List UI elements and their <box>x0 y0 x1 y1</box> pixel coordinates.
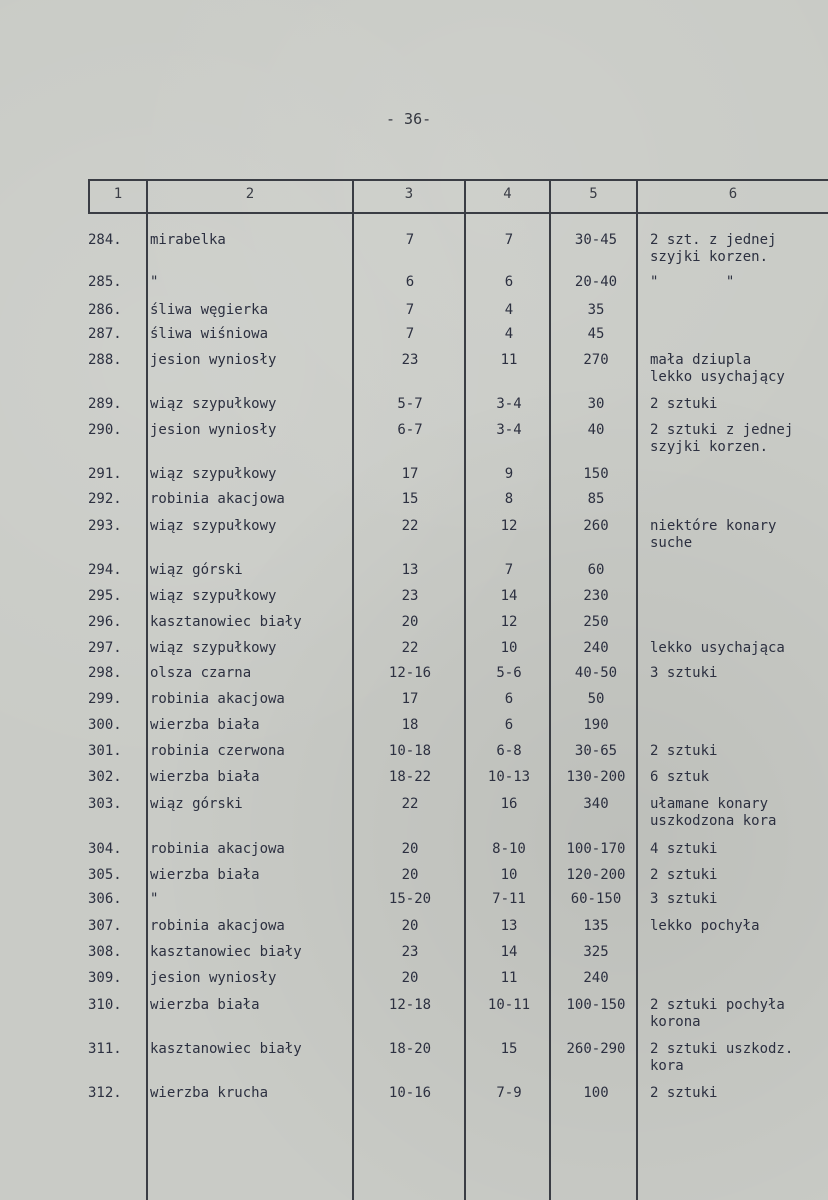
species-name: robinia akacjowa <box>150 918 285 934</box>
row-number: 288. <box>88 352 122 368</box>
remarks: 2 sztuki <box>650 743 718 759</box>
height-value: 7 <box>405 302 415 318</box>
species-name: jesion wyniosły <box>150 352 277 368</box>
remarks: 2 sztuki z jednej szyjki korzen. <box>650 422 794 455</box>
circumference-value: 40 <box>587 422 605 438</box>
row-number: 303. <box>88 796 122 812</box>
table-top-rule <box>88 179 828 181</box>
species-name: wiąz szypułkowy <box>150 640 277 656</box>
circumference-value: 150 <box>583 466 609 482</box>
crown-value: 11 <box>500 970 518 986</box>
height-value: 13 <box>401 562 419 578</box>
remarks: 2 sztuki pochyła korona <box>650 997 785 1030</box>
row-number: 299. <box>88 691 122 707</box>
height-value: 6-7 <box>397 422 423 438</box>
column-header-5: 5 <box>589 186 598 202</box>
circumference-value: 240 <box>583 970 609 986</box>
circumference-value: 325 <box>583 944 609 960</box>
species-name: robinia akacjowa <box>150 491 285 507</box>
height-value: 12-18 <box>388 997 432 1013</box>
crown-value: 10-13 <box>487 769 531 785</box>
crown-value: 3-4 <box>496 422 522 438</box>
height-value: 10-18 <box>388 743 432 759</box>
row-number: 294. <box>88 562 122 578</box>
crown-value: 7-9 <box>496 1085 522 1101</box>
species-name: wiąz szypułkowy <box>150 396 277 412</box>
circumference-value: 240 <box>583 640 609 656</box>
species-name: wierzba biała <box>150 997 260 1013</box>
height-value: 22 <box>401 518 419 534</box>
species-name: " <box>150 891 159 907</box>
column-header-6: 6 <box>728 186 738 202</box>
crown-value: 12 <box>500 614 518 630</box>
crown-value: 8 <box>504 491 514 507</box>
species-name: wierzba biała <box>150 867 260 883</box>
height-value: 15-20 <box>388 891 432 907</box>
species-name: śliwa wiśniowa <box>150 326 269 342</box>
column-rule-3 <box>464 180 466 1200</box>
height-value: 22 <box>401 640 419 656</box>
row-number: 286. <box>88 302 122 318</box>
remarks: 6 sztuk <box>650 769 710 785</box>
row-number: 305. <box>88 867 122 883</box>
column-header-3: 3 <box>404 186 414 202</box>
crown-value: 14 <box>500 944 518 960</box>
row-number: 309. <box>88 970 122 986</box>
height-value: 20 <box>401 614 419 630</box>
row-number: 285. <box>88 274 122 290</box>
crown-value: 4 <box>504 326 514 342</box>
remarks: mała dziupla lekko usychający <box>650 352 785 385</box>
row-number: 306. <box>88 891 122 907</box>
crown-value: 10-11 <box>487 997 531 1013</box>
crown-value: 11 <box>500 352 518 368</box>
species-name: kasztanowiec biały <box>150 1041 302 1057</box>
remarks: 2 sztuki <box>650 396 718 412</box>
remarks: ułamane konary uszkodzona kora <box>650 796 777 829</box>
crown-value: 15 <box>500 1041 518 1057</box>
height-value: 20 <box>401 867 419 883</box>
height-value: 5-7 <box>397 396 423 412</box>
circumference-value: 20-40 <box>574 274 618 290</box>
species-name: wiąz szypułkowy <box>150 518 277 534</box>
circumference-value: 340 <box>583 796 609 812</box>
species-name: wierzba biała <box>150 717 260 733</box>
height-value: 18-22 <box>388 769 432 785</box>
species-name: jesion wyniosły <box>150 970 277 986</box>
crown-value: 7-11 <box>492 891 526 907</box>
species-name: " <box>150 274 159 290</box>
circumference-value: 100-150 <box>566 997 626 1013</box>
species-name: mirabelka <box>150 232 226 248</box>
row-number: 284. <box>88 232 122 248</box>
species-name: robinia akacjowa <box>150 691 285 707</box>
remarks: 2 szt. z jednej szyjki korzen. <box>650 232 777 265</box>
crown-value: 3-4 <box>496 396 522 412</box>
remarks: 2 sztuki <box>650 867 718 883</box>
circumference-value: 230 <box>583 588 609 604</box>
crown-value: 12 <box>500 518 518 534</box>
row-number: 287. <box>88 326 122 342</box>
crown-value: 5-6 <box>496 665 522 681</box>
crown-value: 7 <box>504 562 514 578</box>
circumference-value: 190 <box>583 717 609 733</box>
height-value: 7 <box>405 232 415 248</box>
species-name: robinia czerwona <box>150 743 285 759</box>
species-name: wierzba biała <box>150 769 260 785</box>
circumference-value: 35 <box>587 302 605 318</box>
species-name: wiąz szypułkowy <box>150 588 277 604</box>
header-bottom-rule <box>88 212 828 214</box>
row-number: 311. <box>88 1041 122 1057</box>
circumference-value: 135 <box>583 918 609 934</box>
height-value: 17 <box>401 466 419 482</box>
row-number: 300. <box>88 717 122 733</box>
species-name: kasztanowiec biały <box>150 944 302 960</box>
circumference-value: 270 <box>583 352 609 368</box>
crown-value: 4 <box>504 302 514 318</box>
circumference-value: 30-45 <box>574 232 618 248</box>
remarks: 3 sztuki <box>650 891 718 907</box>
row-number: 290. <box>88 422 122 438</box>
height-value: 7 <box>405 326 415 342</box>
circumference-value: 60-150 <box>570 891 622 907</box>
circumference-value: 30 <box>587 396 605 412</box>
species-name: olsza czarna <box>150 665 252 681</box>
circumference-value: 100 <box>583 1085 609 1101</box>
height-value: 18-20 <box>388 1041 432 1057</box>
species-name: wierzba krucha <box>150 1085 269 1101</box>
circumference-value: 260-290 <box>566 1041 626 1057</box>
column-rule-2 <box>352 180 354 1200</box>
crown-value: 6 <box>504 717 514 733</box>
remarks: 4 sztuki <box>650 841 718 857</box>
row-number: 291. <box>88 466 122 482</box>
species-name: wiąz górski <box>150 796 243 812</box>
remarks: niektóre konary suche <box>650 518 777 551</box>
crown-value: 7 <box>504 232 514 248</box>
circumference-value: 260 <box>583 518 609 534</box>
circumference-value: 30-65 <box>574 743 618 759</box>
circumference-value: 250 <box>583 614 609 630</box>
circumference-value: 130-200 <box>566 769 626 785</box>
circumference-value: 50 <box>587 691 605 707</box>
crown-value: 10 <box>500 867 518 883</box>
height-value: 20 <box>401 970 419 986</box>
species-name: wiąz górski <box>150 562 243 578</box>
height-value: 23 <box>401 588 419 604</box>
column-header-1: 1 <box>113 186 123 202</box>
row-number: 304. <box>88 841 122 857</box>
species-name: robinia akacjowa <box>150 841 285 857</box>
height-value: 23 <box>401 944 419 960</box>
crown-value: 6-8 <box>496 743 522 759</box>
row-number: 296. <box>88 614 122 630</box>
crown-value: 9 <box>504 466 514 482</box>
row-number: 308. <box>88 944 122 960</box>
species-name: wiąz szypułkowy <box>150 466 277 482</box>
circumference-value: 60 <box>587 562 605 578</box>
crown-value: 14 <box>500 588 518 604</box>
row-number: 289. <box>88 396 122 412</box>
crown-value: 10 <box>500 640 518 656</box>
circumference-value: 45 <box>587 326 605 342</box>
crown-value: 16 <box>500 796 518 812</box>
row-number: 307. <box>88 918 122 934</box>
remarks: " " <box>650 274 735 290</box>
crown-value: 13 <box>500 918 518 934</box>
circumference-value: 120-200 <box>566 867 626 883</box>
crown-value: 6 <box>504 691 514 707</box>
height-value: 10-16 <box>388 1085 432 1101</box>
species-name: kasztanowiec biały <box>150 614 302 630</box>
crown-value: 6 <box>504 274 514 290</box>
row-number: 293. <box>88 518 122 534</box>
species-name: jesion wyniosły <box>150 422 277 438</box>
height-value: 20 <box>401 841 419 857</box>
row-number: 292. <box>88 491 122 507</box>
row-number: 295. <box>88 588 122 604</box>
row-number: 301. <box>88 743 122 759</box>
height-value: 15 <box>401 491 419 507</box>
remarks: 3 sztuki <box>650 665 718 681</box>
remarks: lekko usychająca <box>650 640 785 656</box>
remarks: 2 sztuki <box>650 1085 718 1101</box>
height-value: 6 <box>405 274 415 290</box>
column-header-4: 4 <box>503 186 512 202</box>
circumference-value: 85 <box>587 491 605 507</box>
height-value: 17 <box>401 691 419 707</box>
remarks: lekko pochyła <box>650 918 760 934</box>
height-value: 20 <box>401 918 419 934</box>
row-number: 297. <box>88 640 122 656</box>
species-name: śliwa węgierka <box>150 302 269 318</box>
row-number: 312. <box>88 1085 122 1101</box>
column-header-2: 2 <box>245 186 255 202</box>
height-value: 23 <box>401 352 419 368</box>
page-number: - 36- <box>386 110 432 128</box>
height-value: 22 <box>401 796 419 812</box>
height-value: 12-16 <box>388 665 432 681</box>
row-number: 302. <box>88 769 122 785</box>
row-number: 310. <box>88 997 122 1013</box>
circumference-value: 40-50 <box>574 665 618 681</box>
circumference-value: 100-170 <box>566 841 626 857</box>
crown-value: 8-10 <box>492 841 526 857</box>
row-number: 298. <box>88 665 122 681</box>
remarks: 2 sztuki uszkodz. kora <box>650 1041 794 1074</box>
height-value: 18 <box>401 717 419 733</box>
